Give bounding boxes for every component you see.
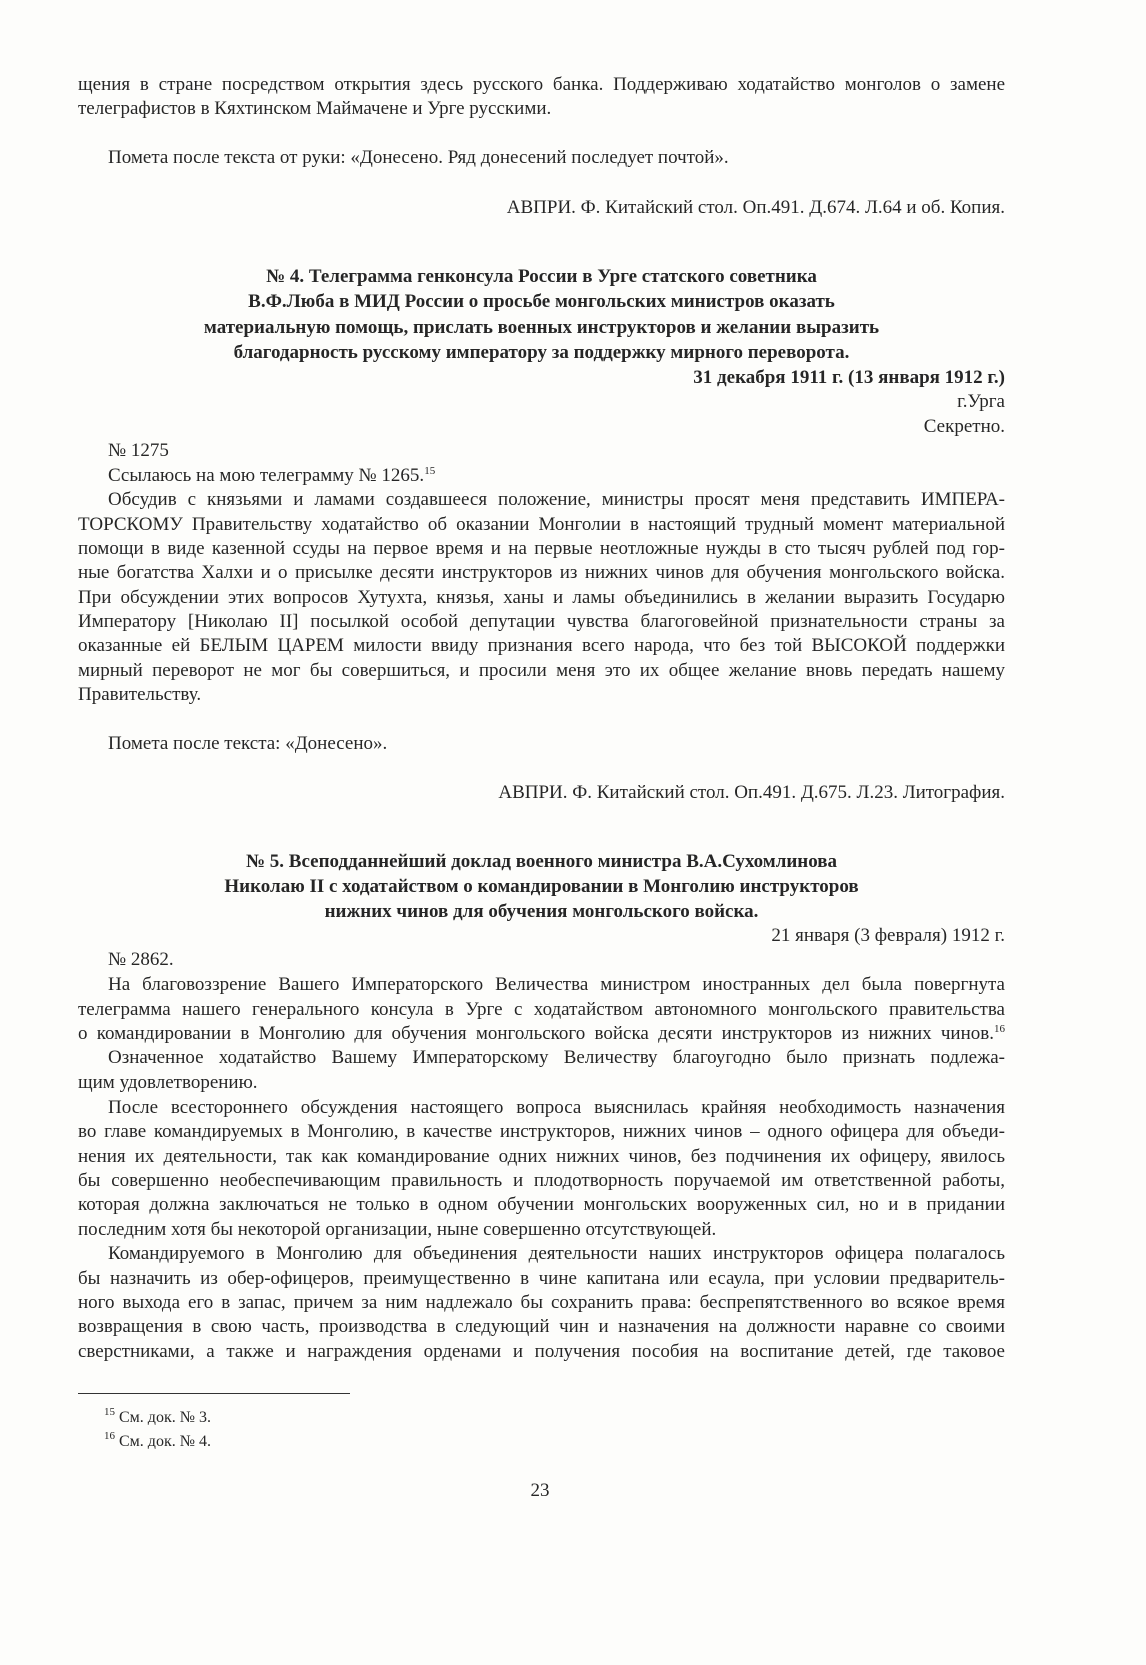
line-text: Секретно. [923,416,1005,437]
line-text: № 5. Всеподданнейший доклад военного министра В.А.Сухомлинова [245,851,838,872]
line-text: ные богатства Халхи и о присылке десяти инструкторов из нижних чинов для обучения монгольского войска. [78,562,1005,583]
paragraph-line [78,610,1005,634]
footnote [104,1406,604,1430]
line-text: Обсудив с князьями и ламами создавшееся положение, министры просят меня представить ИМПЕРА- [108,489,1005,510]
paragraph-line [108,1046,1005,1070]
paragraph-line [78,634,1005,658]
paragraph-line [78,659,1005,683]
line-text: бы совершенно необеспечивающим правильность и плодотворность поручаемой им ответственной работы, [78,1170,1005,1191]
paragraph-line [78,998,1005,1022]
line-text: щим удовлетворению. [78,1072,258,1093]
paragraph-line [78,1340,1005,1364]
line-text: щения в стране посредством открытия здесь русского банка. Поддерживаю ходатайство монголов о замене [78,74,1005,95]
line-text: Николаю II с ходатайством о командировании в Монголию инструкторов [224,876,859,897]
line-text: г.Урга [957,391,1005,412]
line-text: № 2862. [108,949,174,970]
line-text: сверстниками, а также и награждения орденами и получения пособия на воспитание детей, где таковое [78,1341,1005,1362]
paragraph-line [78,1315,1005,1339]
footnote-divider [78,1393,350,1394]
paragraph-line [108,146,1005,170]
paragraph-line [108,1096,1005,1120]
line-text: телеграмма нашего генерального консула в Урге с ходатайством автономного монгольского правительства [78,999,1005,1020]
paragraph-line [108,948,1005,972]
right-aligned-line [78,924,1005,948]
paragraph-line [78,1169,1005,1193]
line-text: См. док. № 3. [119,1409,211,1426]
line-text: № 4. Телеграмма генконсула России в Урге статского советника [266,266,817,287]
right-aligned-line [78,415,1005,439]
page-number [440,1479,640,1503]
line-text: Помета после текста от руки: «Донесено. Ряд донесений последует почтой». [108,147,729,168]
paragraph-line [108,732,1005,756]
paragraph-line [78,1267,1005,1291]
archive-reference [78,196,1005,220]
line-text: При обсуждении этих вопросов Хутухта, князья, ханы и ламы объединились в желании выразить Государю [78,587,1005,608]
line-text: бы назначить из обер-офицеров, преимущественно в чине капитана или есаула, при условии предваритель- [78,1268,1005,1289]
document-heading-line [78,341,1005,365]
paragraph-line [78,1022,1005,1046]
line-text: во главе командируемых в Монголию, в качестве инструкторов, нижних чинов – одного офицера для объеди- [78,1121,1005,1142]
paragraph-line [108,488,1005,512]
line-text: На благовоззрение Вашего Императорского Величества министром иностранных дел была повергнута [108,974,1005,995]
paragraph-line [78,1145,1005,1169]
line-text: Помета после текста: «Донесено». [108,733,388,754]
line-text: помощи в виде казенной ссуды на первое время и на первые неотложные нужды в сто тысяч рублей под гор- [78,538,1005,559]
line-text: мирный переворот не мог бы совершиться, и просили меня это их общее желание вновь передать нашему [78,660,1005,681]
paragraph-line [78,561,1005,585]
line-text: которая должна заключаться не только в одном обучении монгольских вооруженных сил, но и в придании [78,1194,1005,1215]
line-text: Ссылаюсь на мою телеграмму № 1265. [108,465,425,486]
line-text: См. док. № 4. [119,1433,211,1450]
paragraph-line [78,1291,1005,1315]
paragraph-line [78,73,1005,97]
paragraph-line [108,973,1005,997]
paragraph-line [78,1193,1005,1217]
footnote-reference[interactable]: 15 [424,465,436,477]
document-heading-line [78,850,1005,874]
line-text: АВПРИ. Ф. Китайский стол. Оп.491. Д.675. Л.23. Литография. [498,782,1005,803]
paragraph-line [78,1120,1005,1144]
paragraph-line [78,97,1005,121]
line-text: 31 декабря 1911 г. (13 января 1912 г.) [693,367,1005,388]
line-text: После всестороннего обсуждения настоящего вопроса выяснилась крайняя необходимость назначения [108,1097,1005,1118]
line-text: о командировании в Монголию для обучения монгольского войска десяти инструкторов из нижних чинов. [78,1023,994,1044]
line-text: возвращения в свою часть, производства в следующий чин и назначения на должности наравне со своими [78,1316,1005,1337]
paragraph-line [78,537,1005,561]
paragraph-line [78,683,1005,707]
line-text: Императору [Николаю II] посылкой особой депутации чувства благоговейной признательности страны за [78,611,1005,632]
document-heading-line [78,900,1005,924]
right-aligned-line [78,390,1005,414]
footnote-marker: 16 [104,1430,115,1442]
paragraph-line [78,1218,1005,1242]
line-text: 21 января (3 февраля) 1912 г. [771,925,1005,946]
paragraph-line [108,439,1005,463]
footnote-reference[interactable]: 16 [994,1023,1005,1035]
document-heading-line [78,290,1005,314]
paragraph-line [78,1071,1005,1095]
line-text: ТОРСКОМУ Правительству ходатайство об оказании Монголии в настоящий трудный момент материальной [78,514,1005,535]
paragraph-line [108,464,1005,488]
archive-reference [78,781,1005,805]
line-text: материальную помощь, прислать военных инструкторов и желании выразить [203,317,880,338]
line-text: В.Ф.Люба в МИД России о просьбе монгольских министров оказать [248,291,835,312]
line-text: АВПРИ. Ф. Китайский стол. Оп.491. Д.674. Л.64 и об. Копия. [506,197,1005,218]
line-text: № 1275 [108,440,169,461]
line-text: последним хотя бы некоторой организации, ныне совершенно отсутствующей. [78,1219,717,1240]
document-heading-line [78,875,1005,899]
line-text: нижних чинов для обучения монгольского войска. [324,901,759,922]
document-heading-line [78,265,1005,289]
line-text: нения их деятельности, так как командирование одних нижних чинов, без подчинения их офицеру, явилось [78,1146,1005,1167]
line-text: Означенное ходатайство Вашему Императорскому Величеству благоугодно было признать подлежа- [108,1047,1005,1068]
document-date [78,366,1005,390]
footnote-marker: 15 [104,1406,115,1418]
document-heading-line [78,316,1005,340]
line-text: оказанные ей БЕЛЫМ ЦАРЕМ милости ввиду признания всего народа, что без той ВЫСОКОЙ поддержки [78,635,1005,656]
paragraph-line [108,1242,1005,1266]
line-text: телеграфистов в Кяхтинском Маймачене и Урге русскими. [78,98,552,119]
paragraph-line [78,513,1005,537]
line-text: Правительству. [78,684,202,705]
paragraph-line [78,586,1005,610]
line-text: 23 [530,1480,550,1501]
line-text: благодарность русскому императору за поддержку мирного переворота. [233,342,850,363]
line-text: Командируемого в Монголию для объединения деятельности наших инструкторов офицера полагалось [108,1243,1005,1264]
footnote [104,1430,604,1454]
line-text: ного выхода его в запас, причем за ним надлежало бы сохранить права: беспрепятственного во всякое время [78,1292,1005,1313]
